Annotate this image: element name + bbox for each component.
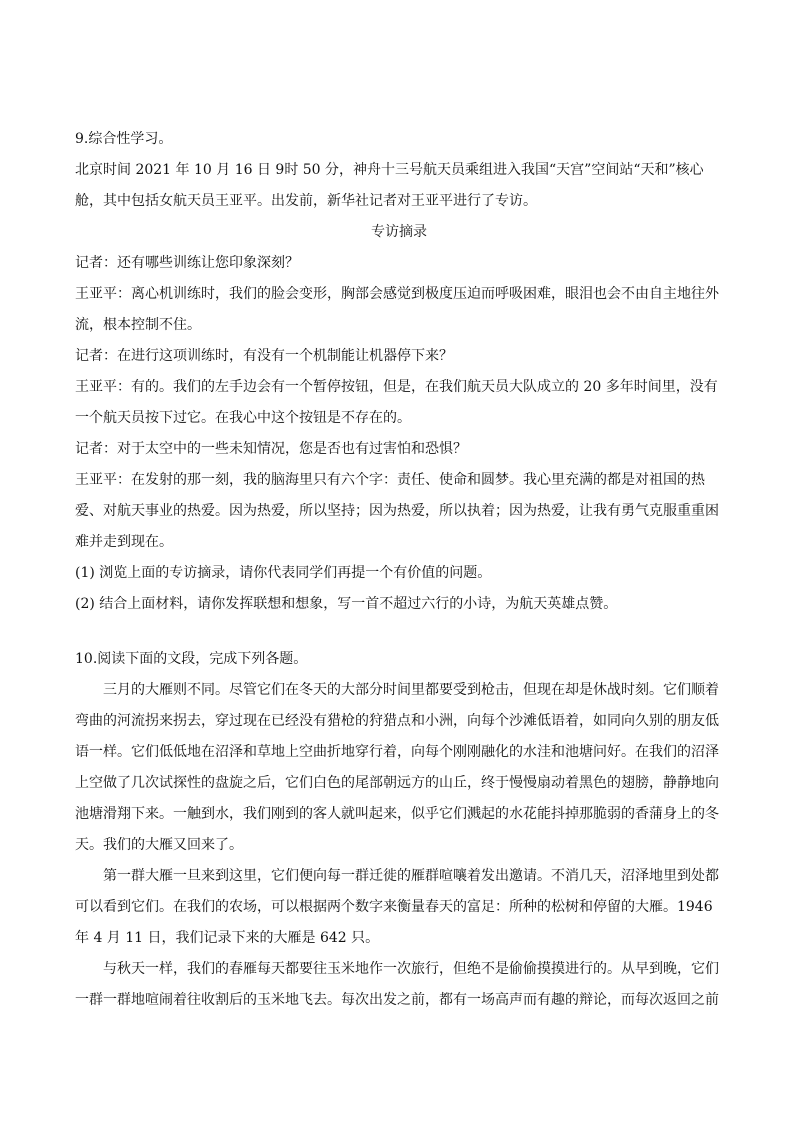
sub-question: (2) 结合上面材料，请你发挥联想和想象，写一首不超过六行的小诗，为航天英雄点赞。 xyxy=(75,596,618,612)
interview-heading: 专访摘录 xyxy=(371,224,427,240)
passage-paragraph xyxy=(75,675,723,861)
passage-line: 年 4 月 11 日，我们记录下来的大雁是 642 只。 xyxy=(75,930,380,946)
passage-line: 与秋天一样，我们的春雁每天都要往玉米地作一次旅行，但绝不是偷偷摸摸进行的。从早到晚，它们 xyxy=(103,961,719,977)
dialogue-line: 爱、对航天事业的热爱。因为热爱，所以坚持；因为热爱，所以执着；因为热爱，让我有勇气克服重重困 xyxy=(75,503,719,519)
question-10-title: 10.阅读下面的文段，完成下列各题。 xyxy=(75,651,308,667)
passage-line: 一群一群地喧闹着往收割后的玉米地飞去。每次出发之前，都有一场高声而有趣的辩论，而每次返回之前 xyxy=(75,992,719,1008)
dialogue-line: 记者：对于太空中的一些未知情况，您是否也有过害怕和恐惧？ xyxy=(75,441,467,457)
document-page xyxy=(75,124,723,1016)
passage-line: 三月的大雁则不同。尽管它们在冬天的大部分时间里都要受到枪击，但现在却是休战时刻。它们顺着 xyxy=(103,682,719,698)
passage-paragraph xyxy=(75,861,723,954)
dialogue-line: 王亚平：在发射的那一刻，我的脑海里只有六个字：责任、使命和圆梦。我心里充满的都是对祖国的热 xyxy=(75,472,705,488)
passage-line: 上空做了几次试探性的盘旋之后，它们白色的尾部朝远方的山丘，终于慢慢扇动着黑色的翅膀，静静地向 xyxy=(75,775,719,791)
dialogue-line: 记者：还有哪些训练让您印象深刻？ xyxy=(75,255,299,271)
passage-line: 第一群大雁一旦来到这里，它们便向每一群迁徙的雁群喧嚷着发出邀请。不消几天，沼泽地里到处都 xyxy=(103,868,719,884)
passage-paragraph xyxy=(75,954,723,1016)
passage-line: 天。我们的大雁又回来了。 xyxy=(75,837,243,853)
passage-line: 弯曲的河流拐来拐去，穿过现在已经没有猎枪的狩猎点和小洲，向每个沙滩低语着，如同向久别的朋友低 xyxy=(75,713,719,729)
dialogue-line: 记者：在进行这项训练时，有没有一个机制能让机器停下来？ xyxy=(75,348,453,364)
intro-line: 舱，其中包括女航天员王亚平。出发前，新华社记者对王亚平进行了专访。 xyxy=(75,193,537,209)
intro-line: 北京时间 2021 年 10 月 16 日 9时 50 分，神舟十三号航天员乘组进入我国“天宫”空间站“天和”核心 xyxy=(75,162,704,178)
dialogue-line: 难并走到现在。 xyxy=(75,534,173,550)
section-gap xyxy=(75,620,723,644)
dialogue-line: 王亚平：有的。我们的左手边会有一个暂停按钮，但是，在我们航天员大队成立的 20 多年时间里，没有 xyxy=(75,379,718,395)
passage-line: 可以看到它们。在我们的农场，可以根据两个数字来衡量春天的富足：所种的松树和停留的大雁。1946 xyxy=(75,899,713,915)
dialogue-line: 流，根本控制不住。 xyxy=(75,317,201,333)
question-9 xyxy=(75,124,723,620)
dialogue-line: 王亚平：离心机训练时，我们的脸会变形，胸部会感觉到极度压迫而呼吸困难，眼泪也会不由自主地往外 xyxy=(75,286,719,302)
dialogue-line: 一个航天员按下过它。在我心中这个按钮是不存在的。 xyxy=(75,410,411,426)
question-10 xyxy=(75,644,723,1016)
question-9-title: 9.综合性学习。 xyxy=(75,131,173,147)
sub-question: (1) 浏览上面的专访摘录，请你代表同学们再提一个有价值的问题。 xyxy=(75,565,492,581)
passage-line: 语一样。它们低低地在沼泽和草地上空曲折地穿行着，向每个刚刚融化的水洼和池塘问好。在我们的沼泽 xyxy=(75,744,719,760)
passage-line: 池塘滑翔下来。一触到水，我们刚到的客人就叫起来，似乎它们溅起的水花能抖掉那脆弱的香蒲身上的冬 xyxy=(75,806,719,822)
